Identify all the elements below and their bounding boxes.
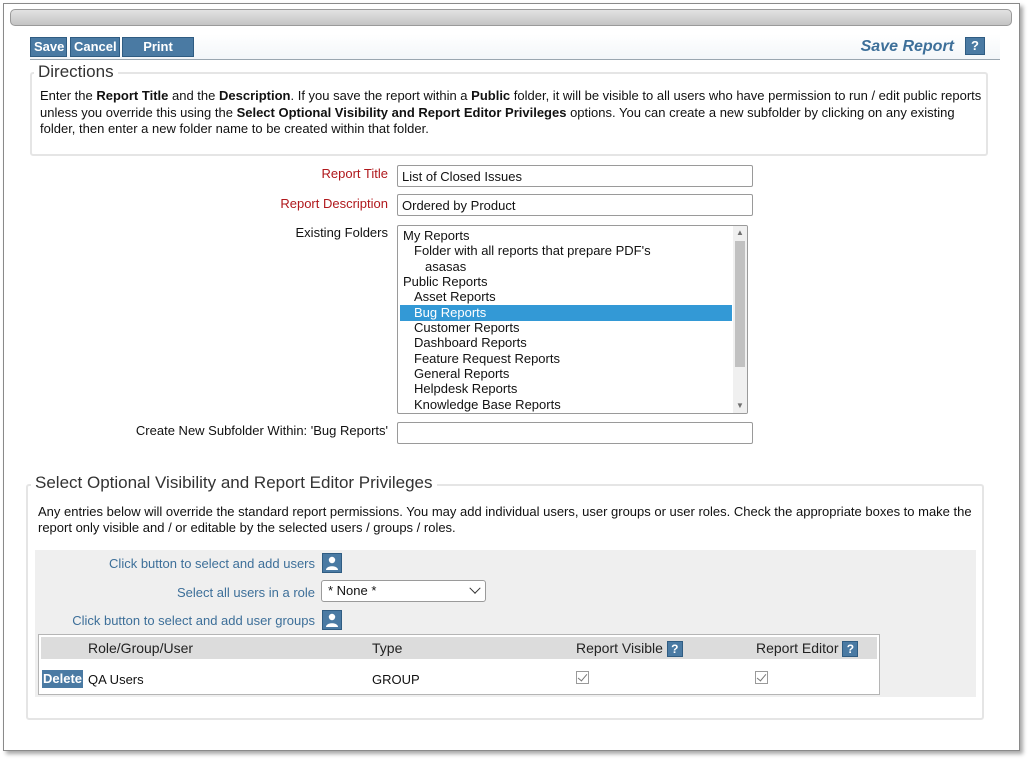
page-title: Save Report bbox=[860, 38, 954, 55]
row-name: QA Users bbox=[88, 672, 144, 687]
folder-option[interactable]: Dashboard Reports bbox=[414, 335, 527, 350]
print-page-button[interactable]: Print Page bbox=[122, 37, 194, 57]
listbox-scrollbar[interactable] bbox=[733, 226, 747, 413]
visibility-intro: Any entries below will override the standard report permissions. You may add individual users, user groups or user roles. Check the appropriate boxes to make the report only visible and / or editable by the selected users / groups / roles. bbox=[38, 504, 972, 535]
folder-option[interactable]: Feature Request Reports bbox=[414, 351, 560, 366]
col-role-group-user: Role/Group/User bbox=[88, 640, 194, 656]
visibility-panel bbox=[26, 484, 984, 720]
col-report-visible: Report Visible ? bbox=[576, 640, 683, 657]
directions-text: Enter the Report Title and the Description. If you save the report within a Public folder, it will be visible to all users who have permission to run / edit public reports unless you override this using the Select Optional Visibility and Report Editor Privileges options. You can create a new subfolder by clicking on any existing folder, then enter a new folder name to be created within that folder. bbox=[40, 88, 982, 136]
row-type: GROUP bbox=[372, 672, 420, 687]
folder-option[interactable]: General Reports bbox=[414, 366, 510, 381]
scroll-down-icon[interactable]: ▼ bbox=[736, 401, 744, 410]
folder-option[interactable]: Folder with all reports that prepare PDF's bbox=[414, 243, 651, 258]
save-button[interactable]: Save bbox=[30, 37, 67, 57]
add-users-label: Click button to select and add users bbox=[109, 556, 315, 571]
scroll-thumb[interactable] bbox=[735, 241, 745, 367]
visibility-title: Select Optional Visibility and Report Editor Privileges bbox=[31, 473, 437, 493]
window-frame bbox=[3, 3, 1020, 751]
role-select-value: * None * bbox=[328, 583, 377, 598]
new-subfolder-input[interactable] bbox=[397, 422, 753, 444]
help-icon[interactable]: ? bbox=[667, 641, 683, 657]
new-subfolder-label: Create New Subfolder Within: 'Bug Reports' bbox=[135, 423, 388, 438]
folder-option-selected[interactable]: Bug Reports bbox=[400, 305, 732, 321]
help-icon[interactable]: ? bbox=[965, 37, 985, 55]
role-label: Select all users in a role bbox=[176, 585, 315, 600]
table-header bbox=[41, 637, 877, 659]
add-groups-button[interactable] bbox=[322, 610, 342, 630]
chevron-down-icon bbox=[469, 583, 480, 594]
add-users-button[interactable] bbox=[322, 553, 342, 573]
report-description-input[interactable] bbox=[397, 194, 753, 216]
cancel-button[interactable]: Cancel bbox=[70, 37, 120, 57]
col-type: Type bbox=[372, 640, 403, 656]
privileges-area bbox=[35, 550, 976, 697]
user-group-icon bbox=[323, 611, 341, 629]
window-title-bar bbox=[10, 9, 1012, 26]
folder-option[interactable]: Public Reports bbox=[403, 274, 488, 289]
report-title-label: Report Title bbox=[321, 166, 388, 181]
existing-folders-listbox[interactable] bbox=[397, 225, 748, 414]
folder-option[interactable]: Knowledge Base Reports bbox=[414, 397, 561, 412]
report-visible-checkbox[interactable] bbox=[576, 671, 589, 684]
folder-option[interactable]: asasas bbox=[425, 259, 467, 274]
report-title-input[interactable] bbox=[397, 165, 753, 187]
directions-title: Directions bbox=[34, 62, 118, 82]
scroll-up-icon[interactable]: ▲ bbox=[736, 228, 744, 237]
delete-button[interactable]: Delete bbox=[42, 671, 83, 686]
privileges-table bbox=[38, 634, 880, 695]
folder-option[interactable]: Customer Reports bbox=[414, 320, 520, 335]
col-report-editor: Report Editor ? bbox=[756, 640, 858, 657]
existing-folders-label: Existing Folders bbox=[295, 225, 388, 240]
folder-option[interactable]: My Reports bbox=[403, 228, 470, 243]
directions-panel bbox=[30, 72, 988, 156]
help-icon[interactable]: ? bbox=[842, 641, 858, 657]
folder-option[interactable]: Asset Reports bbox=[414, 289, 496, 304]
report-editor-checkbox[interactable] bbox=[755, 671, 768, 684]
folder-option[interactable]: Helpdesk Reports bbox=[414, 381, 518, 396]
user-icon bbox=[323, 554, 341, 572]
add-groups-label: Click button to select and add user groups bbox=[72, 613, 315, 628]
role-select[interactable] bbox=[321, 580, 486, 602]
report-description-label: Report Description bbox=[280, 196, 388, 211]
